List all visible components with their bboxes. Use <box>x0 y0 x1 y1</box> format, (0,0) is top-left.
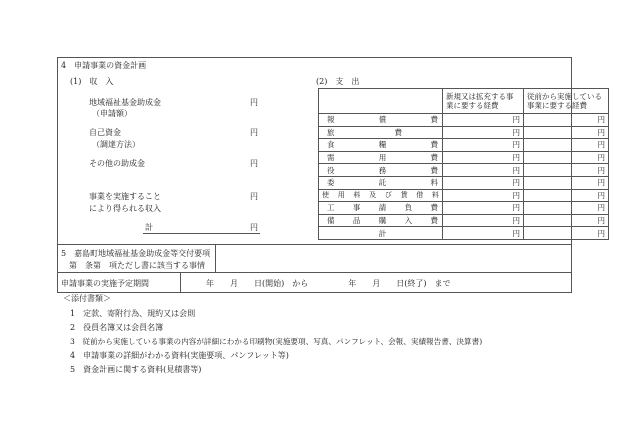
attachment-item: 5 資金計画に関する資料(見積書等) <box>70 365 202 374</box>
income-item-sublabel: （申請額） <box>92 109 132 118</box>
income-item-unit: 円 <box>250 159 258 168</box>
expense-total-existing: 円 <box>524 227 609 240</box>
table-row <box>319 114 609 127</box>
table-row-total <box>319 227 609 240</box>
attachment-item: 1 定款、寄附行為、規約又は会則 <box>70 309 196 318</box>
expense-amount-new: 円 <box>443 214 524 227</box>
expense-amount-new: 円 <box>443 151 524 164</box>
expense-item: 委託料 <box>319 176 443 189</box>
expense-amount-existing: 円 <box>524 151 609 164</box>
expense-amount-new: 円 <box>443 189 524 202</box>
income-total-underline <box>143 233 260 234</box>
table-row <box>319 189 609 202</box>
table-row <box>319 151 609 164</box>
expense-amount-new: 円 <box>443 164 524 177</box>
expense-amount-existing: 円 <box>524 176 609 189</box>
table-row <box>319 126 609 139</box>
income-item-unit: 円 <box>250 192 258 201</box>
expense-header-existing: 従前から実施している事業に要する経費 <box>524 89 609 114</box>
section5-line2: 第 条第 項ただし書に該当する事情 <box>61 261 205 270</box>
expense-total-new: 円 <box>443 227 524 240</box>
expense-amount-existing: 円 <box>524 164 609 177</box>
expense-header-new: 新規又は拡充する事業に要する経費 <box>443 89 524 114</box>
income-total-unit: 円 <box>250 223 258 232</box>
expense-amount-existing: 円 <box>524 214 609 227</box>
expense-table <box>318 88 609 240</box>
period-text: 年 月 日(開始) から 年 月 日(終了) まで <box>206 279 451 288</box>
expense-amount-new: 円 <box>443 176 524 189</box>
income-item-unit: 円 <box>250 98 258 107</box>
income-total-label: 計 <box>145 223 153 232</box>
attachment-item: 3 従前から実施している事業の内容が詳細にわかる印刷物(実施要項、写真、パンフレット、会報、実績報告書、決算書) <box>70 337 483 346</box>
expense-item: 使用料及び賃借料 <box>319 189 443 202</box>
expense-item: 備品購入費 <box>319 214 443 227</box>
expense-amount-existing: 円 <box>524 114 609 127</box>
expense-item: 食糧費 <box>319 139 443 152</box>
expense-header-blank <box>319 89 443 114</box>
section4-title: 4 申請事業の資金計画 <box>61 61 147 70</box>
attachment-item: 4 申請事業の詳細がわかる資料(実施要項、パンフレット等) <box>70 351 289 360</box>
table-row <box>319 139 609 152</box>
expense-table-header <box>319 89 609 114</box>
section5-line1: 5 嘉島町地域福祉基金助成金等交付要項 <box>61 249 211 258</box>
expense-amount-new: 円 <box>443 114 524 127</box>
attachments-heading: ＜添付書類＞ <box>63 294 111 303</box>
income-item-label: その他の助成金 <box>89 159 145 168</box>
table-row <box>319 202 609 215</box>
expense-amount-existing: 円 <box>524 139 609 152</box>
period-label: 申請事業の実施予定期間 <box>61 279 149 288</box>
income-item-label: 事業を実施すること <box>89 192 161 201</box>
expense-amount-new: 円 <box>443 139 524 152</box>
expense-item: 旅費 <box>319 126 443 139</box>
expense-item: 役務費 <box>319 164 443 177</box>
period-divider <box>180 272 181 293</box>
attachment-item: 2 役員名簿又は会員名簿 <box>70 323 164 332</box>
expense-total-label: 計 <box>319 227 443 240</box>
income-item-label: 地域福祉基金助成金 <box>89 98 161 107</box>
expense-item: 工事請負費 <box>319 202 443 215</box>
expense-amount-existing: 円 <box>524 189 609 202</box>
section5-divider <box>215 244 216 272</box>
expense-item: 報償費 <box>319 114 443 127</box>
table-row <box>319 176 609 189</box>
section-divider-1 <box>57 244 572 245</box>
expense-heading: (2) 支 出 <box>316 77 360 86</box>
expense-amount-new: 円 <box>443 202 524 215</box>
expense-amount-existing: 円 <box>524 126 609 139</box>
income-item-sublabel: （調達方法） <box>92 140 140 149</box>
table-row <box>319 214 609 227</box>
income-item-unit: 円 <box>250 128 258 137</box>
expense-amount-new: 円 <box>443 126 524 139</box>
expense-item: 需用費 <box>319 151 443 164</box>
income-item-sublabel: により得られる収入 <box>89 204 161 213</box>
table-row <box>319 164 609 177</box>
expense-amount-existing: 円 <box>524 202 609 215</box>
income-item-label: 自己資金 <box>89 128 121 137</box>
section-divider-2 <box>57 272 572 273</box>
income-heading: (1) 収 入 <box>70 77 114 86</box>
